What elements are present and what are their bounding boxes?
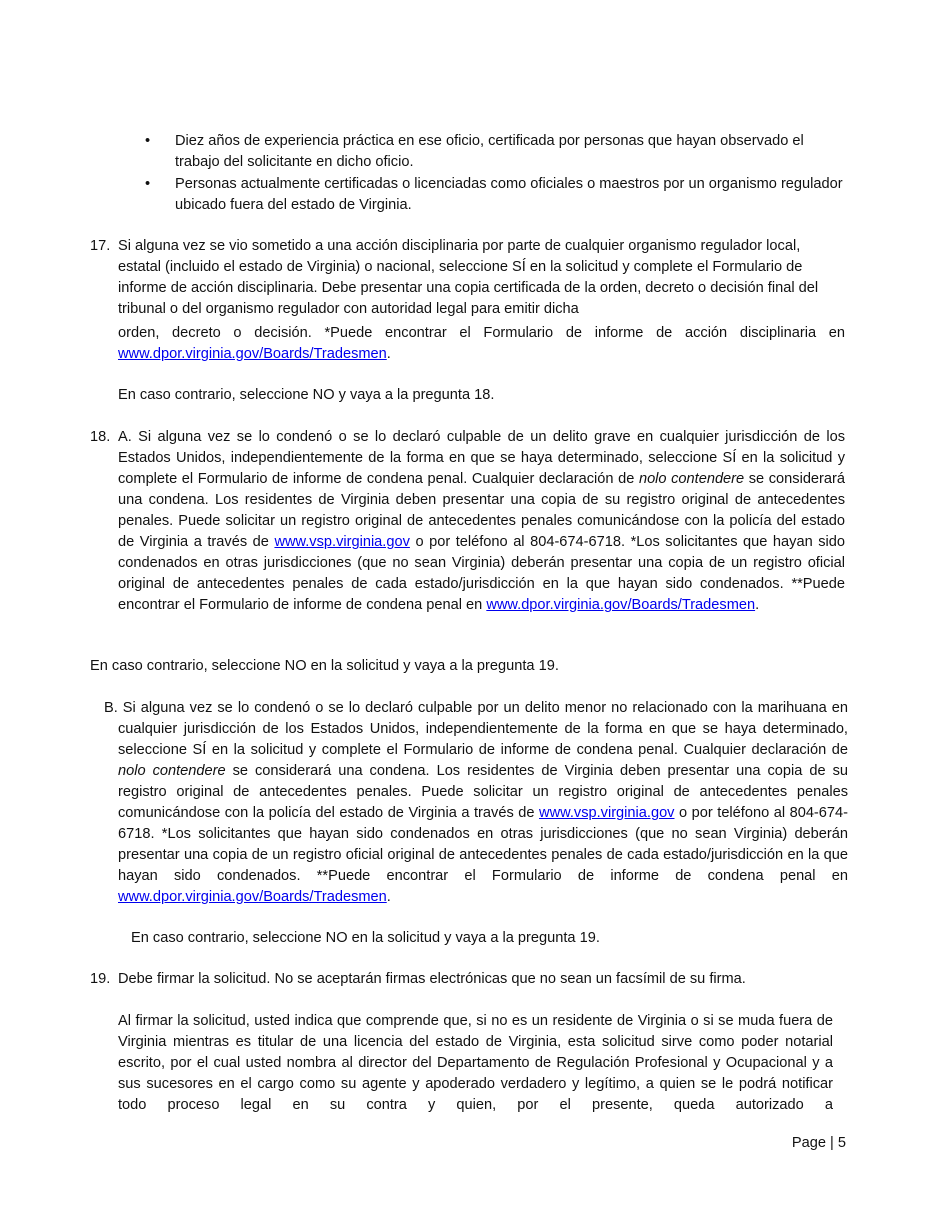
vsp-link[interactable]: www.vsp.virginia.gov	[539, 805, 675, 821]
dpor-tradesmen-link[interactable]: www.dpor.virginia.gov/Boards/Tradesmen	[118, 346, 387, 362]
item-18a-paragraph: A. Si alguna vez se lo condenó o se lo declaró culpable de un delito grave en cualquier jurisdicción de los Estados Unidos, independientemente de la forma en que se haya determinado, seleccione SÍ en la solicitud y complete el Formulario de informe de condena penal. Cualquier declaración de nolo contendere se considerará una condena. Los residentes de Virginia deben presentar una copia de su registro original de antecedentes penales. Puede solicitar un registro original de antecedentes penales comunicándose con la policía del estado de Virginia a través de www.vsp.virginia.gov o por teléfono al 804-674-6718. *Los solicitantes que hayan sido condenados en otras jurisdicciones (que no sean Virginia) deberán presentar una copia de un registro oficial original de antecedentes penales de cada estado/jurisdicción en la que hayan sido condenados. **Puede encontrar el Formulario de informe de condena penal en www.dpor.virginia.gov/Boards/Tradesmen.	[118, 429, 846, 613]
bullet-icon: •	[145, 176, 151, 192]
item-18a-else: En caso contrario, seleccione NO en la solicitud y vaya a la pregunta 19.	[90, 658, 559, 674]
item-17-else: En caso contrario, seleccione NO y vaya a la pregunta 18.	[118, 387, 495, 403]
bullet-icon: •	[145, 133, 151, 149]
page-number: Page | 5	[791, 1135, 846, 1151]
item-17-paragraph: Si alguna vez se vio sometido a una acción disciplinaria por parte de cualquier organismo regulador local, estatal (incluido el estado de Virginia) o nacional, seleccione SÍ en la solicitud y complete el Formulario de informe de acción disciplinaria. Debe presentar una copia certificada de la orden, decreto o decisión final del tribunal o del organismo regulador con autoridad legal para emitir dicha	[118, 238, 819, 317]
item-19-line: Debe firmar la solicitud. No se aceptarán firmas electrónicas que no sean un facsímil de su firma.	[118, 971, 746, 987]
item-19-paragraph: Al firmar la solicitud, usted indica que comprende que, si no es un residente de Virginia o si se muda fuera de Virginia mientras es titular de una licencia del estado de Virginia, esta solicitud sirve como poder notarial escrito, por el cual usted nombra al director del Departamento de Regulación Profesional y Ocupacional y a sus sucesores en el cargo como su agente y apoderado verdadero y legítimo, a quien se le podrá notificar todo proceso legal en su contra y quien, por el presente, queda autorizado a	[118, 1013, 833, 1113]
bullet-text: Diez años de experiencia práctica en ese oficio, certificada por personas que hayan observado el trabajo del solicitante en dicho oficio.	[175, 133, 804, 170]
item-18-number: 18.	[90, 429, 111, 445]
item-17-number: 17.	[90, 238, 111, 254]
item-18b-else: En caso contrario, seleccione NO en la solicitud y vaya a la pregunta 19.	[131, 930, 600, 946]
bullet-item	[145, 131, 845, 173]
item-17-paragraph-continued: orden, decreto o decisión. *Puede encontrar el Formulario de informe de acción disciplinaria en www.dpor.virginia.gov/Boards/Tradesmen.	[118, 325, 845, 362]
bullet-text: Personas actualmente certificadas o licenciadas como oficiales o maestros por un organismo regulador ubicado fuera del estado de Virginia.	[175, 176, 843, 213]
nolo-contendere-term: nolo contendere	[638, 471, 745, 487]
nolo-contendere-term: nolo contendere	[118, 763, 226, 779]
dpor-tradesmen-link[interactable]: www.dpor.virginia.gov/Boards/Tradesmen	[486, 597, 756, 613]
item-17-text: orden, decreto o decisión. *Puede encontrar el Formulario de informe de acción disciplinaria en	[118, 325, 845, 341]
item-18b-paragraph: B. Si alguna vez se lo condenó o se lo declaró culpable por un delito menor no relacionado con la marihuana en cualquier jurisdicción de los Estados Unidos, independientemente de la forma en que se haya determinado, seleccione SÍ en la solicitud y complete el Formulario de informe de condena penal. Cualquier declaración de nolo contendere se considerará una condena. Los residentes de Virginia deben presentar una copia de su registro original de antecedentes penales. Puede solicitar un registro original de antecedentes penales comunicándose con la policía del estado de Virginia a través de www.vsp.virginia.gov o por teléfono al 804-674-6718. *Los solicitantes que hayan sido condenados en otras jurisdicciones (que no sean Virginia) deberán presentar una copia de un registro oficial original de antecedentes penales de cada estado/jurisdicción en la que hayan sido condenados. **Puede encontrar el Formulario de informe de condena penal en www.dpor.virginia.gov/Boards/Tradesmen.	[104, 700, 849, 905]
vsp-link[interactable]: www.vsp.virginia.gov	[274, 534, 410, 550]
item-19-number: 19.	[90, 971, 111, 987]
dpor-tradesmen-link[interactable]: www.dpor.virginia.gov/Boards/Tradesmen	[118, 889, 387, 905]
bullet-item	[145, 174, 845, 216]
